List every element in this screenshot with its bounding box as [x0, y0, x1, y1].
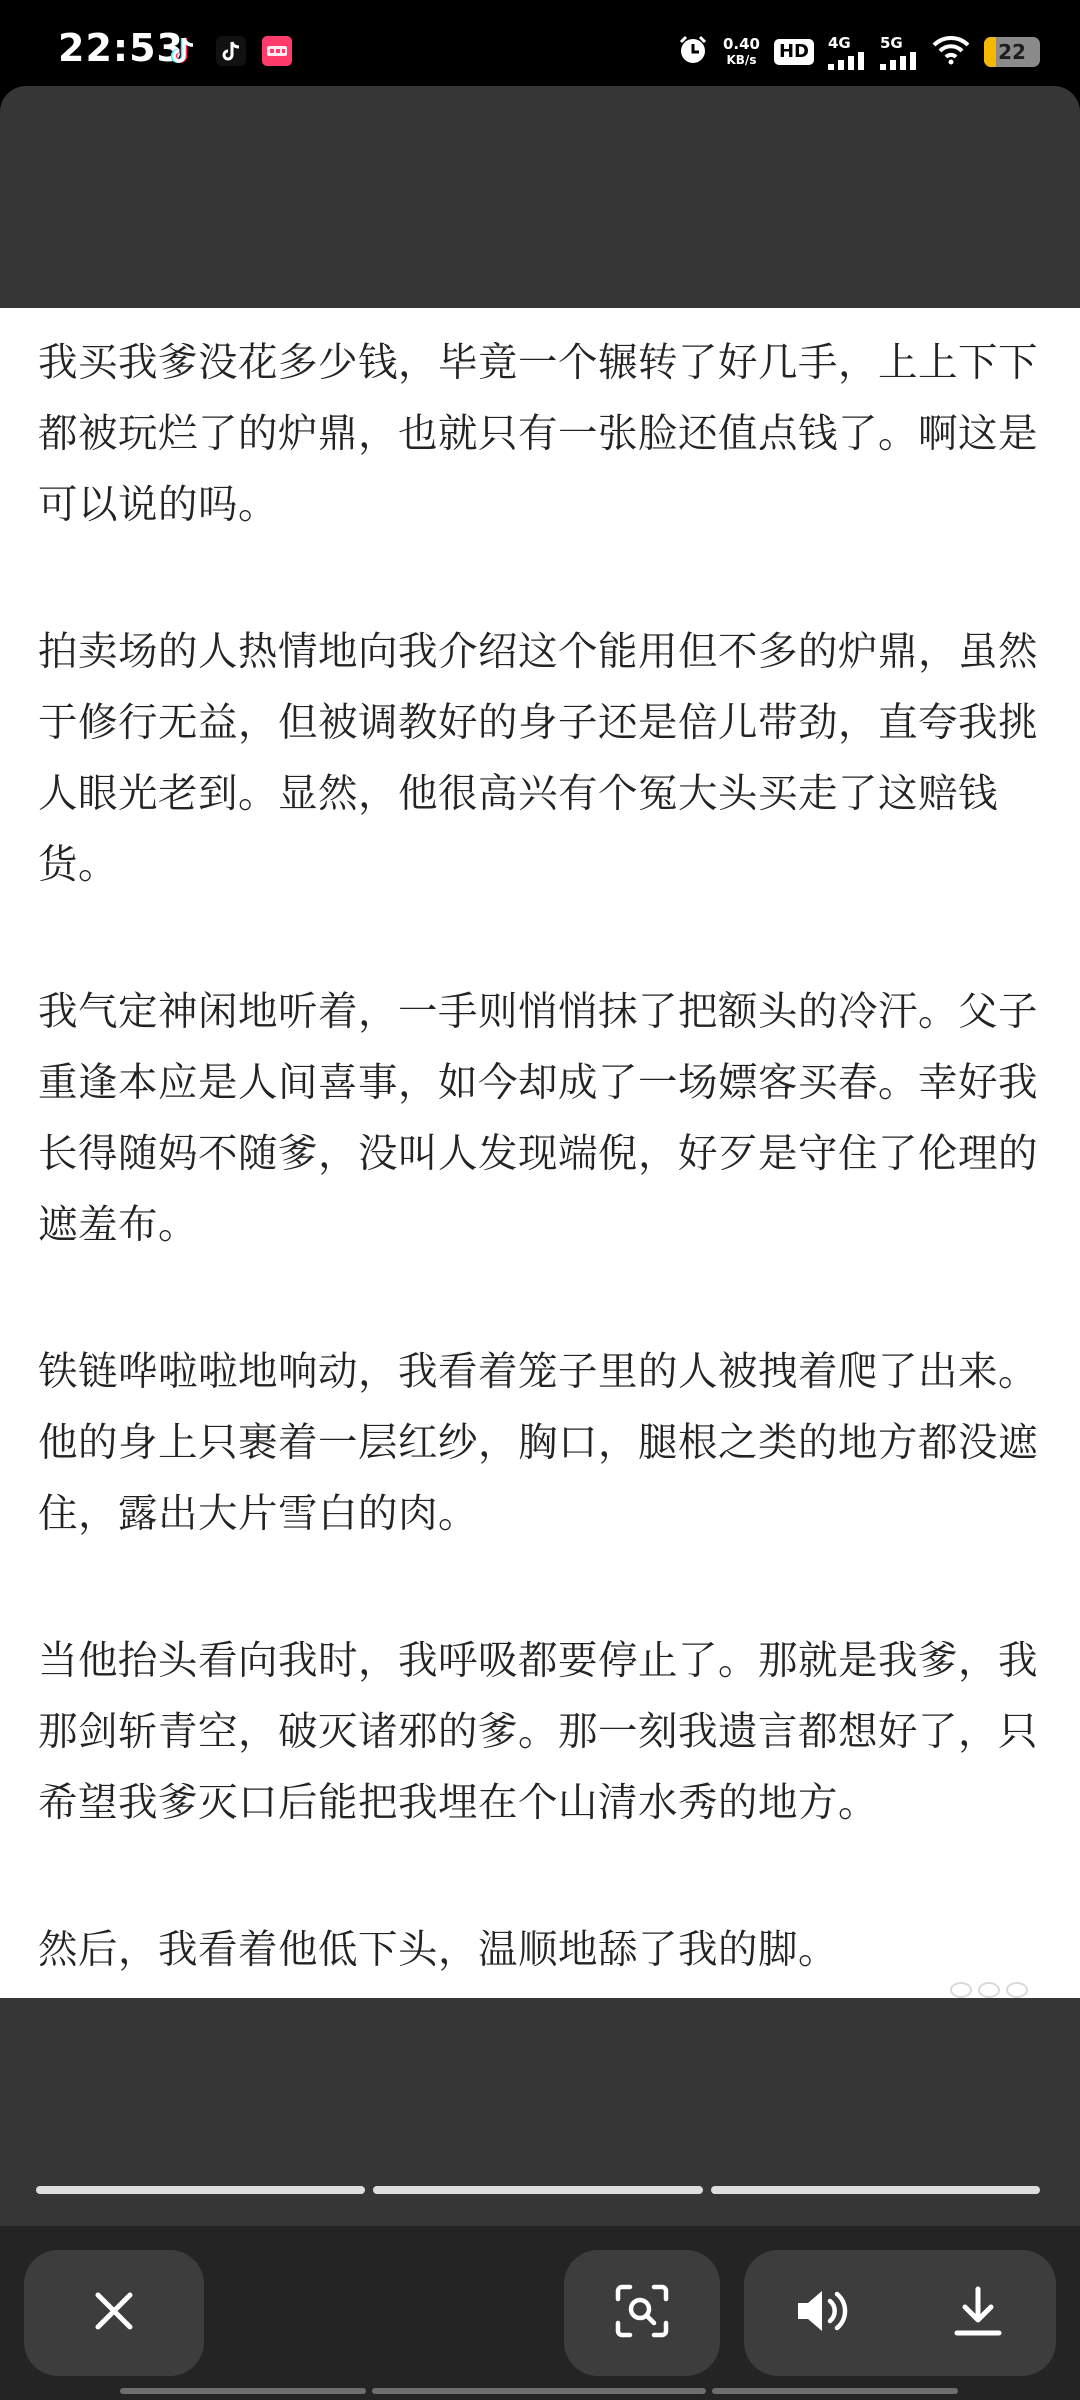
signal-4g-icon: [828, 34, 866, 70]
gesture-bar-segment: [372, 2388, 706, 2394]
sim2-label: 5G: [880, 34, 903, 52]
battery-icon: [984, 37, 1040, 67]
speaker-icon: [794, 2287, 850, 2339]
tiktok-icon: [168, 36, 198, 66]
status-indicators: [677, 30, 1040, 74]
alarm-icon: [677, 34, 709, 70]
tiktok-icon: [216, 36, 246, 66]
status-bar: [0, 0, 1080, 86]
close-icon: [92, 2289, 136, 2337]
network-speed: [723, 36, 760, 68]
app-icon: [262, 36, 292, 66]
sim1-label: 4G: [828, 34, 851, 52]
download-button[interactable]: [900, 2250, 1056, 2376]
gesture-bar-segment: [712, 2388, 958, 2394]
visual-search-button[interactable]: [564, 2250, 720, 2376]
download-icon: [953, 2285, 1003, 2341]
media-actions: [744, 2250, 1056, 2376]
progress-segment: [711, 2186, 1040, 2194]
story-progress: [36, 2186, 1040, 2194]
progress-segment: [373, 2186, 702, 2194]
battery-level-fill: [984, 37, 996, 67]
network-speed-value: 0.40: [722, 35, 760, 53]
signal-5g-icon: [880, 34, 918, 70]
paragraph: 我气定神闲地听着，一手则悄悄抹了把额头的冷汗。父子重逢本应是人间喜事，如今却成了一场嫖客买春。幸好我长得随妈不随爹，没叫人发现端倪，好歹是守住了伦理的遮羞布。: [38, 989, 1038, 1248]
close-button[interactable]: [24, 2250, 204, 2376]
status-time: 22:53: [58, 26, 184, 70]
wifi-icon: [932, 35, 970, 69]
visual-search-icon: [614, 2283, 670, 2343]
image-viewer[interactable]: [0, 86, 1080, 2226]
battery-level: 22: [998, 40, 1026, 64]
progress-segment-fill: [711, 2186, 1040, 2194]
document-image: [0, 308, 1080, 1998]
more-icon: [950, 1982, 1028, 1998]
gesture-bar-segment: [120, 2388, 366, 2394]
paragraph: 拍卖场的人热情地向我介绍这个能用但不多的炉鼎，虽然于修行无益，但被调教好的身子还是倍儿带劲，直夸我挑人眼光老到。显然，他很高兴有个冤大头买走了这赔钱货。: [38, 629, 1038, 888]
bottom-toolbar: [0, 2226, 1080, 2400]
progress-segment-fill: [36, 2186, 365, 2194]
paragraph: 然后，我看着他低下头，温顺地舔了我的脚。: [38, 1927, 838, 1973]
network-speed-unit: KB/s: [726, 53, 757, 67]
progress-segment: [36, 2186, 365, 2194]
paragraph: 我买我爹没花多少钱，毕竟一个辗转了好几手，上上下下都被玩烂了的炉鼎，也就只有一张脸还值点钱了。啊这是可以说的吗。: [38, 340, 1038, 528]
paragraph: 铁链哗啦啦地响动，我看着笼子里的人被拽着爬了出来。他的身上只裹着一层红纱，胸口，腿根之类的地方都没遮住，露出大片雪白的肉。: [38, 1349, 1038, 1537]
paragraph: 当他抬头看向我时，我呼吸都要停止了。那就是我爹，我那剑斩青空，破灭诸邪的爹。那一刻我遗言都想好了，只希望我爹灭口后能把我埋在个山清水秀的地方。: [38, 1638, 1038, 1826]
sound-button[interactable]: [744, 2250, 900, 2376]
document-text: [0, 308, 1080, 1986]
hd-icon: HD: [774, 39, 814, 65]
progress-segment-fill: [373, 2186, 702, 2194]
